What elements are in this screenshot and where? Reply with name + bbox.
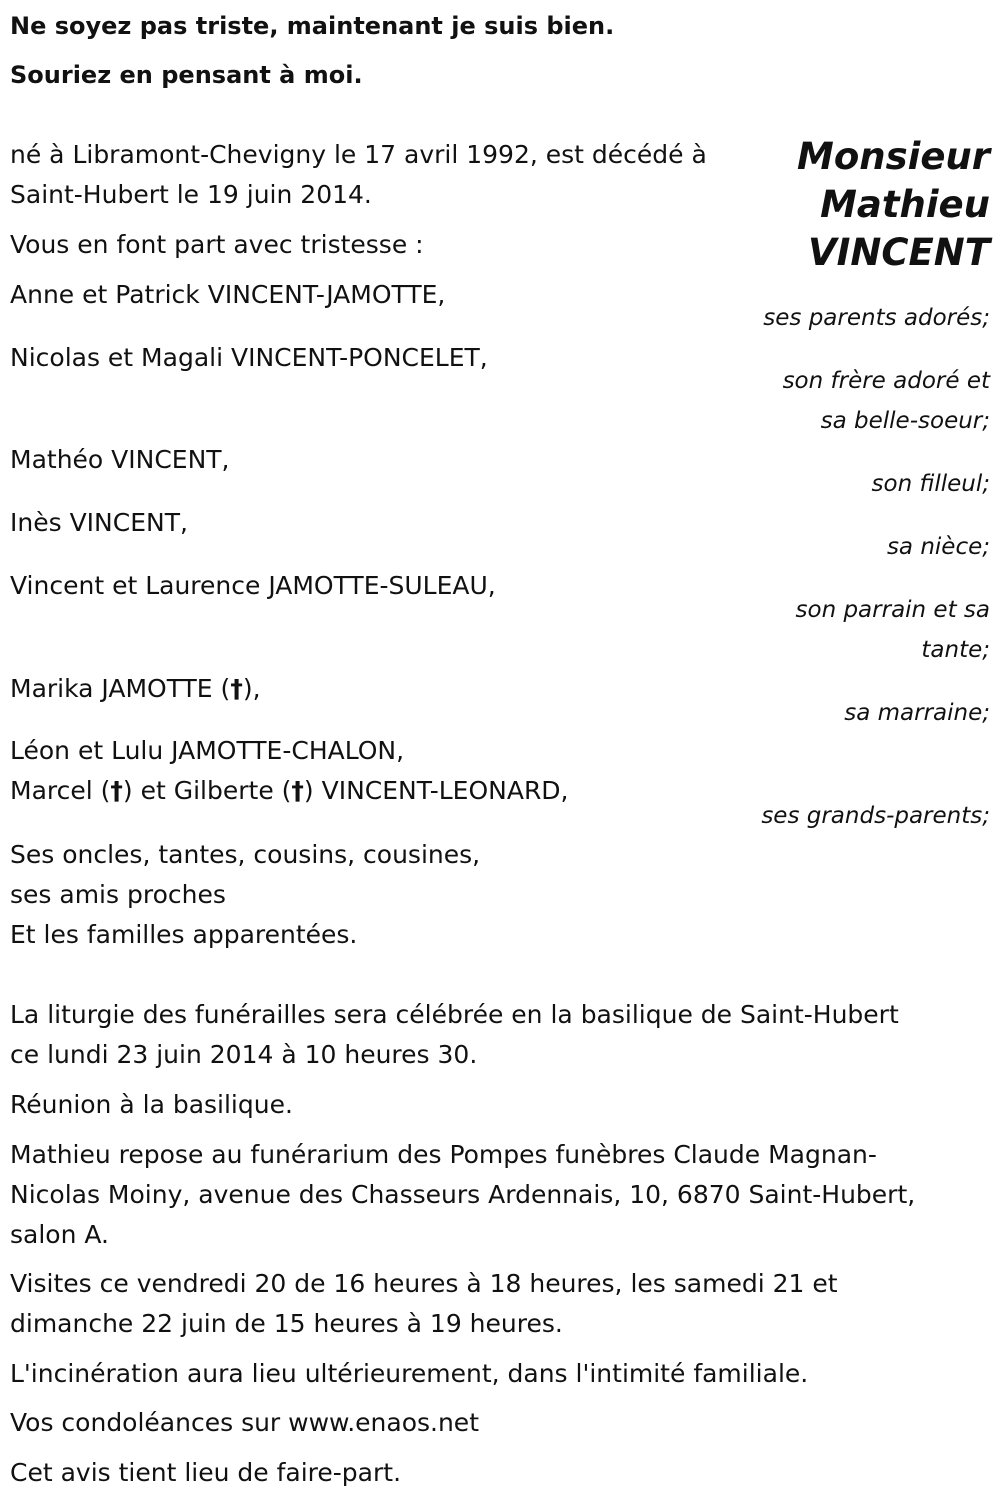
cross-icon: †: [291, 776, 304, 805]
grandparents-relation: ses grands-parents;: [761, 803, 990, 829]
intro-line-1: né à Libramont-Chevigny le 17 avril 1992, est décédé à: [10, 140, 707, 169]
godfather-relation-2: tante;: [921, 637, 990, 663]
others-line-3: Et les familles apparentées.: [10, 920, 358, 949]
visits-line-2: dimanche 22 juin de 15 heures à 19 heures.: [10, 1309, 563, 1338]
brother-names: Nicolas et Magali VINCENT-PONCELET,: [10, 343, 488, 372]
godmother-relation: sa marraine;: [844, 700, 990, 726]
repose-line-3: salon A.: [10, 1220, 109, 1249]
cremation-text: L'incinération aura lieu ultérieurement, dans l'intimité familiale.: [10, 1359, 809, 1388]
condolences-text: Vos condoléances sur www.enaos.net: [10, 1408, 479, 1437]
grandparents-line-1: Léon et Lulu JAMOTTE-CHALON,: [10, 736, 405, 765]
liturgy-line-1: La liturgie des funérailles sera célébrée en la basilique de Saint-Hubert: [10, 1000, 899, 1029]
motto-line-2: Souriez en pensant à moi.: [10, 61, 363, 89]
others-line-1: Ses oncles, tantes, cousins, cousines,: [10, 840, 481, 869]
deceased-name-block: [690, 133, 990, 277]
motto-line-1: Ne soyez pas triste, maintenant je suis bien.: [10, 12, 615, 40]
others-line-2: ses amis proches: [10, 880, 226, 909]
grandparents-line-2: Marcel (†) et Gilberte (†) VINCENT-LEONARD,: [10, 776, 569, 805]
liturgy-line-2: ce lundi 23 juin 2014 à 10 heures 30.: [10, 1040, 478, 1069]
repose-line-2: Nicolas Moiny, avenue des Chasseurs Ardennais, 10, 6870 Saint-Hubert,: [10, 1180, 916, 1209]
godmother-name: Marika JAMOTTE (†),: [10, 674, 261, 703]
niece-relation: sa nièce;: [886, 534, 990, 560]
meeting-text: Réunion à la basilique.: [10, 1090, 293, 1119]
deceased-title: Monsieur: [797, 135, 990, 178]
godson-name: Mathéo VINCENT,: [10, 445, 230, 474]
visits-line-1: Visites ce vendredi 20 de 16 heures à 18 heures, les samedi 21 et: [10, 1269, 838, 1298]
brother-relation-1: son frère adoré et: [782, 368, 990, 394]
parents-names: Anne et Patrick VINCENT-JAMOTTE,: [10, 280, 446, 309]
announce-text: Vous en font part avec tristesse :: [10, 230, 424, 259]
godson-relation: son filleul;: [871, 471, 990, 497]
deceased-first-name: Mathieu: [820, 183, 990, 226]
godfather-relation-1: son parrain et sa: [795, 597, 990, 623]
notice-text: Cet avis tient lieu de faire-part.: [10, 1458, 402, 1487]
cross-icon: †: [230, 674, 243, 703]
cross-icon: †: [110, 776, 123, 805]
intro-line-2: Saint-Hubert le 19 juin 2014.: [10, 180, 372, 209]
deceased-last-name: VINCENT: [807, 231, 990, 274]
repose-line-1: Mathieu repose au funérarium des Pompes funèbres Claude Magnan-: [10, 1140, 877, 1169]
niece-name: Inès VINCENT,: [10, 508, 188, 537]
brother-relation-2: sa belle-soeur;: [820, 408, 990, 434]
parents-relation: ses parents adorés;: [763, 305, 990, 331]
godfather-names: Vincent et Laurence JAMOTTE-SULEAU,: [10, 571, 496, 600]
